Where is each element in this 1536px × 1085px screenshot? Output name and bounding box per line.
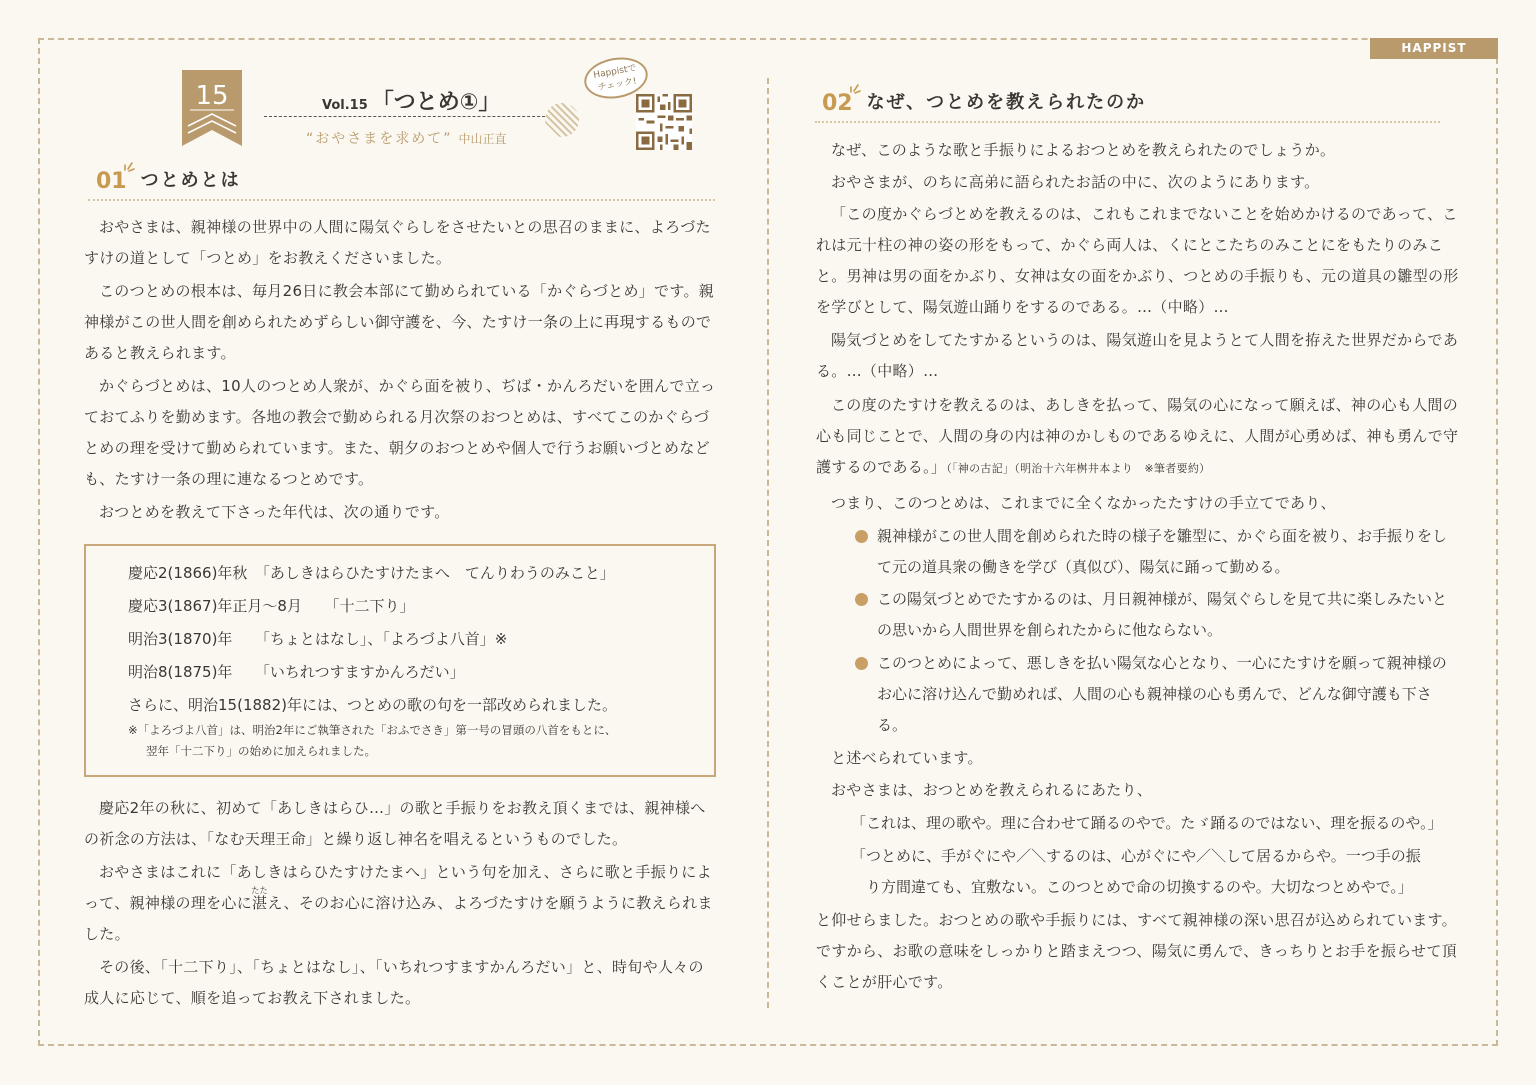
timeline-row-4: 明治8(1875)年 「いちれつすますかんろだい」 xyxy=(128,663,465,681)
timeline-note-1: ※「よろづよ八首」は、明治2年にご執筆された「おふでさき」第一号の冒頭の八首をもとに、 xyxy=(128,723,617,737)
title-text: 「つとめ①」 xyxy=(371,90,501,115)
s1-paragraph-5: 慶応2年の秋に、初めて「あしきはらひ…」の歌と手振りをお教え頂くまでは、親神様への祈念の方法は、「なむ天理王命」と繰り返し神名を唱えるというものでした。 xyxy=(84,799,706,848)
brand-tab: HAPPIST xyxy=(1370,38,1498,59)
s1-paragraph-2: このつとめの根本は、毎月26日に教会本部にて勤められている「かぐらづとめ」です。親神様がこの世人間を創められためずらしい御守護を、今、たすけ一条の上に再現するものであると教えられます。 xyxy=(84,282,715,362)
section-01-title: つとめとは xyxy=(140,170,241,191)
s2-paragraph-1: なぜ、このような歌と手振りによるおつとめを教えられたのでしょうか。 xyxy=(831,141,1336,159)
source-citation: （「神の古記」（明治十六年桝井本より ※筆者要約） xyxy=(946,462,1211,475)
sparkle-icon xyxy=(123,160,135,172)
s1-paragraph-1: おやさまは、親神様の世界中の人間に陽気ぐらしをさせたいとの思召のままに、よろづたすけの道として「つとめ」をお教えくださいました。 xyxy=(84,218,711,267)
section-01-rule xyxy=(88,199,715,201)
bullet-dot-icon xyxy=(855,657,868,670)
badge-number: 15 xyxy=(195,81,229,111)
ruby-tata: 湛たた xyxy=(251,886,268,912)
section-01-number: 01 xyxy=(96,169,127,194)
timeline-row-2: 慶応3(1867)年正月〜8月 「十二下り」 xyxy=(128,597,415,615)
bubble-line1: Happistで xyxy=(592,63,638,81)
author-name: 中山正直 xyxy=(458,132,507,146)
quote-1: 「これは、理の歌や。理に合わせて踊るのやで。たゞ踊るのではない、理を振るのや。」 xyxy=(851,814,1443,832)
s2-paragraph-3: 「この度かぐらづとめを教えるのは、これもこれまでないことを始めかけるのであって、これは元十柱の神の姿の形をもって、かぐら両人は、くにとこたちのみことにをもたりのみこと。男神は男の面をかぶり、女神は女の面をかぶり、つとめの手振りも、元の道具の雛型の形を学びとして、陽気遊山踊りをするのである。…（中略）… xyxy=(816,205,1459,316)
quote-2-line-2: り方間違ても、宜敷ない。このつとめで命の切換するのや。大切なつとめやで。」 xyxy=(866,878,1413,896)
s2-paragraph-8: おやさまは、おつとめを教えられるにあたり、 xyxy=(831,781,1153,799)
quote-2-line-1: 「つとめに、手がぐにや／＼するのは、心がぐにや／＼して居るからや。一つ手の振 xyxy=(851,847,1421,865)
bullet-item-2: この陽気づとめでたすかるのは、月日親神様が、陽気ぐらしを見て共に楽しみたいとの思いから人間世界を創られたからに他ならない。 xyxy=(855,584,1461,646)
timeline-box xyxy=(84,544,716,777)
series-label xyxy=(306,128,507,148)
article-title xyxy=(322,85,500,116)
bullet-dot-icon xyxy=(855,530,868,543)
vol-label: Vol.15 xyxy=(322,98,368,113)
section-02-title: なぜ、つとめを教えられたのか xyxy=(866,92,1147,113)
section-02-heading xyxy=(822,88,1146,116)
s2-paragraph-2: おやさまが、のちに高弟に語られたお話の中に、次のようにあります。 xyxy=(831,173,1320,191)
bullet-item-3: このつとめによって、悪しきを払い陽気な心となり、一心にたすけを願って親神様のお心に溶け込んで勤めれば、人間の心も親神様の心も勇んで、どんな御守護も下さる。 xyxy=(855,648,1461,741)
timeline-row-3: 明治3(1870)年 「ちょとはなし」、「よろづよ八首」※ xyxy=(128,630,508,648)
s2-paragraph-9: と仰せらました。おつとめの歌や手振りには、すべて親神様の深い思召が込められています。ですから、お歌の意味をしっかりと踏まえつつ、陽気に勇んで、きっちりとお手を振らせて頂くことが肝心です。 xyxy=(816,911,1457,991)
s2-paragraph-7: と述べられています。 xyxy=(831,749,983,767)
timeline-note-2: 翌年「十二下り」の始めに加えられました。 xyxy=(146,744,376,758)
s1-paragraph-3: かぐらづとめは、10人のつとめ人衆が、かぐら面を被り、ぢば・かんろだいを囲んで立っておてふりを勤めます。各地の教会で勤められる月次祭のおつとめは、すべてこのかぐらづとめの理を受けて勤められています。また、朝夕のおつとめや個人で行うお願いづとめなども、たすけ一条の理に連なるつとめです。 xyxy=(84,377,716,488)
bullet-dot-icon xyxy=(855,593,868,606)
s1-paragraph-6: おやさまはこれに「あしきはらひたすけたまへ」という句を加え、さらに歌と手振りによって、親神様の理を心に湛たたえ、そのお心に溶け込み、よろづたすけを願うように教えられました。 xyxy=(84,863,713,943)
s2-paragraph-5: この度のたすけを教えるのは、あしきを払って、陽気の心になって願えば、神の心も人間の心も同じことで、人間の身の内は神のかしものであるゆえに、人間が心勇めば、神も勇んで守護するのである。」（「神の古記」（明治十六年桝井本より ※筆者要約） xyxy=(816,396,1459,476)
timeline-row-1: 慶応2(1866)年秋 「あしきはらひたすけたまへ てんりわうのみこと」 xyxy=(128,564,615,582)
timeline-row-5: さらに、明治15(1882)年には、つとめの歌の句を一部改められました。 xyxy=(128,696,617,714)
qr-code[interactable] xyxy=(636,94,692,150)
series-name: “おやさまを求めて” xyxy=(306,131,453,147)
title-underline xyxy=(264,116,550,117)
s1-paragraph-7: その後、「十二下り」、「ちょとはなし」、「いちれつすますかんろだい」と、時旬や人々の成人に応じて、順を追ってお教え下されました。 xyxy=(84,958,704,1007)
s1-paragraph-4: おつとめを教えて下さった年代は、次の通りです。 xyxy=(99,503,450,521)
column-divider xyxy=(767,78,769,1008)
bubble-line2: チェック! xyxy=(596,76,638,94)
stripe-circle-decoration xyxy=(545,103,579,137)
bookmark-badge xyxy=(182,70,242,146)
section-01-heading xyxy=(96,166,241,194)
bullet-item-1: 親神様がこの世人間を創められた時の様子を雛型に、かぐら面を被り、お手振りをして元の道具衆の働きを学び（真似び）、陽気に踊って勤める。 xyxy=(855,521,1461,583)
section-02-number: 02 xyxy=(822,91,853,116)
section-02-rule xyxy=(815,121,1440,123)
sparkle-icon xyxy=(849,82,861,94)
s2-paragraph-6: つまり、このつとめは、これまでに全くなかったたすけの手立てであり、 xyxy=(831,494,1336,512)
s2-paragraph-4: 陽気づとめをしてたすかるというのは、陽気遊山を見ようとて人間を拵えた世界だからである。…（中略）… xyxy=(816,331,1459,380)
